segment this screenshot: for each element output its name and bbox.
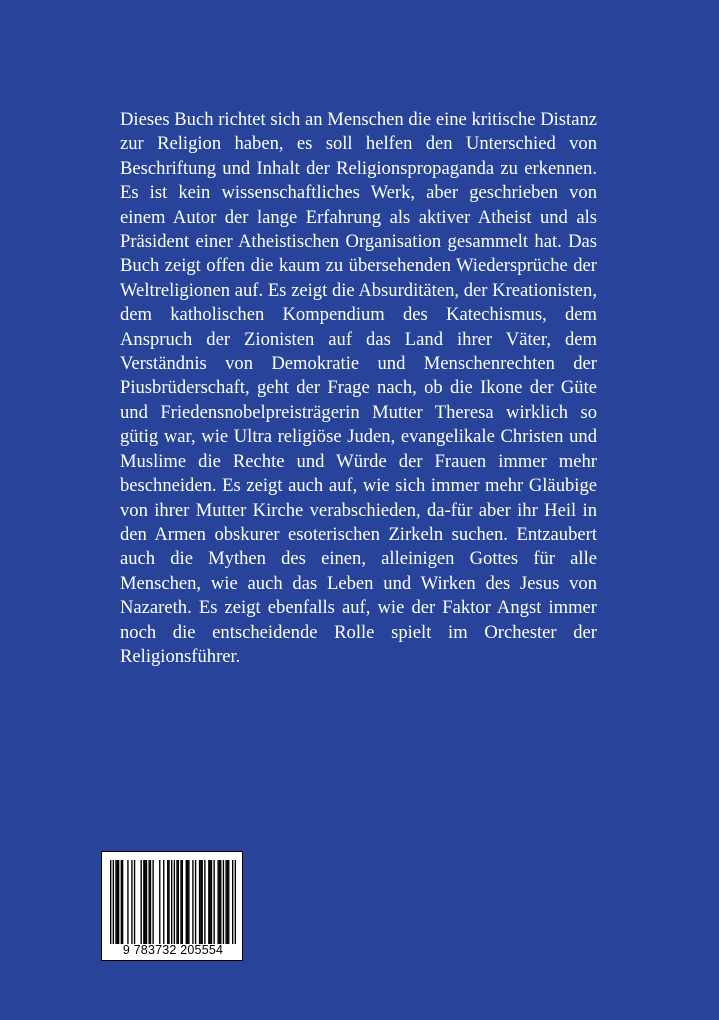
barcode-bar [186,860,187,944]
barcode-bar [121,860,122,944]
barcode-bar [213,860,214,944]
barcode-bar [235,860,236,944]
barcode-bar [228,860,229,944]
barcode-bar [146,860,147,944]
barcode-bar [167,860,168,944]
barcode-bar [134,860,135,944]
barcode-bar [220,860,221,944]
barcode-bar [227,860,228,944]
barcode-bar [117,860,118,944]
barcode-bar [176,860,177,944]
isbn-barcode [101,851,243,961]
barcode-bar [113,860,114,944]
barcode-bars [110,860,236,944]
barcode-bar [168,860,169,944]
barcode-bar [178,860,179,944]
barcode-bar [232,860,233,944]
barcode-bar [152,860,153,944]
barcode-bar [225,860,226,944]
barcode-bar [187,860,188,944]
barcode-bar [192,860,193,944]
barcode-bar [159,860,160,944]
barcode-bar [163,860,164,944]
isbn-number: 9 783732 205554 [122,943,224,957]
barcode-bar [202,860,203,944]
barcode-bar [174,860,175,944]
blurb-text: Dieses Buch richtet sich an Menschen die eine kritische Distanz zur Religion haben, es soll helfen den Unterschied von Beschriftung und Inhalt der Religionspropaganda zu erkennen. Es ist kein wissenschaftliches Werk, aber geschrieben von einem Autor der lange Erfahrung als aktiver Atheist und als Präsident einer Atheistischen Organisation gesammelt hat. Das Buch zeigt offen die kaum zu übersehenden Wiedersprüche der Weltreligionen auf. Es zeigt die Absurditäten, der Kreationisten, dem katholischen Kompendium des Katechismus, dem Anspruch der Zionisten auf das Land ihrer Väter, dem Verständnis von Demokratie und Menschenrechten der Piusbrüderschaft, geht der Frage nach, ob die Ikone der Güte und Friedensnobelpreisträgerin Mutter Theresa wirklich so gütig war, wie Ultra religiöse Juden, evangelikale Christen und Muslime die Rechte und Würde der Frauen immer mehr beschneiden. Es zeigt auch auf, wie sich immer mehr Gläubige von ihrer Mutter Kirche verabschieden, da-für aber ihr Heil in den Armen obskurer esoterischen Zirkeln suchen. Entzaubert auch die Mythen des einen, alleinigen Gottes für alle Menschen, wie auch das Leben und Wirken des Jesus von Nazareth. Es zeigt ebenfalls auf, wie der Faktor Angst immer noch die entscheidende Rolle spielt im Orchester der Religionsführer. [120,109,597,667]
barcode-bar [188,860,189,944]
barcode-bar [199,860,200,944]
barcode-bar [127,860,128,944]
barcode-bar [209,860,210,944]
barcode-bar [171,860,172,944]
barcode-bar [118,860,119,944]
barcode-bar [110,860,111,944]
barcode-bar [148,860,149,944]
barcode-bar [144,860,145,944]
barcode-bar [217,860,218,944]
barcode-bar [195,860,196,944]
barcode-bar [115,860,116,944]
barcode-bar [180,860,181,944]
barcode-bar [122,860,123,944]
barcode-bar [150,860,151,944]
barcode-bar [143,860,144,944]
barcode-bar [204,860,205,944]
barcode-bar [219,860,220,944]
barcode-bar [141,860,142,944]
barcode-bar [200,860,201,944]
barcode-bar [208,860,209,944]
barcode-bar [211,860,212,944]
barcode-bar [223,860,224,944]
barcode-bar [131,860,132,944]
barcode-bar [182,860,183,944]
